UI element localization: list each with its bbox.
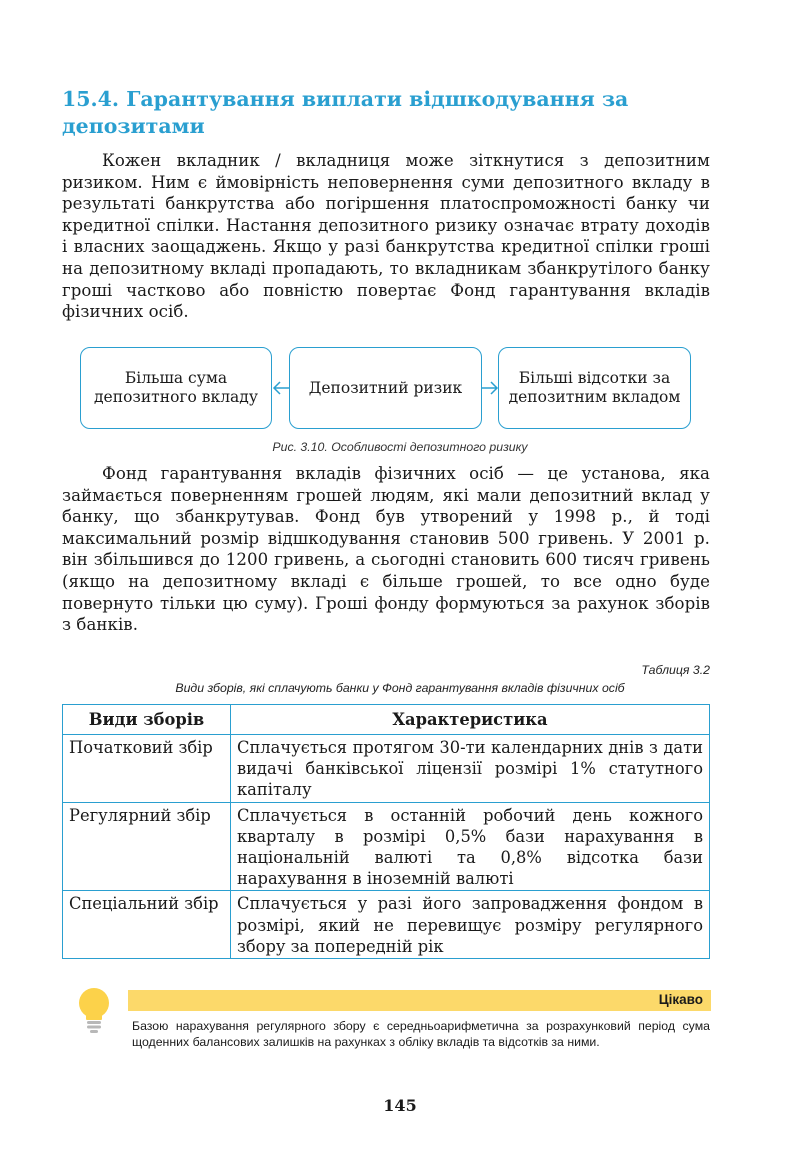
fund-paragraph: Фонд гарантування вкладів фізичних осіб — це установа, яка займається поверненням грошей людям, які мали депозитний вклад у банку, що збанкрутував. Фонд був утворений у 1998 р., й тоді максимальний розмір відшкодування становив 500 гривень. У 2001 р. він збільшився до 1200 гривень, а сьогодні становить 600 тисяч гривень (якщо на депозитному вкладі є більше грошей, то все одно буде повернуто тільки цю суму). Гроші фонду формуються за рахунок зборів з банків. [62,464,710,635]
info-label: Цікаво [658,992,703,1007]
fee-description-cell: Сплачується протягом 30-ти календарних днів з дати видачі банківської ліцензії розмірі 1% статутного капіталу [231,735,710,803]
fees-table [62,704,710,959]
table-number: Таблиця 3.2 [641,663,710,677]
info-text: Базою нарахування регулярного збору є середньоарифметична за розрахунковий період сума щоденних балансових залишків на рахунках з обліку вкладів та відсотків за ними. [132,1019,710,1050]
arrow-right-icon [481,380,499,396]
section-heading: 15.4. Гарантування виплати відшкодування за депозитами [62,87,629,138]
column-header-type: Види зборів [63,705,231,735]
page-number: 145 [383,1096,417,1115]
fee-description-cell: Сплачується у разі його запровадження фондом в розмірі, який не перевищує розміру регулярного збору за попередній рік [231,891,710,959]
diagram-box-label: Більші відсотки за депозитним вкладом [508,369,681,406]
diagram-box-deposit-risk [289,347,482,429]
figure-caption: Рис. 3.10. Особливості депозитного ризику [272,440,528,454]
table-row [63,802,710,891]
fee-type-cell: Початковий збір [63,735,231,803]
intro-paragraph: Кожен вкладник / вкладниця може зіткнутися з депозитним ризиком. Ним є ймовірність неповернення суми депозитного вкладу в результаті банкрутства або погіршення платоспроможності банку чи кредитної спілки. Настання депозитного ризику означає втрату доходів і власних заощаджень. Якщо у разі банкрутства кредитної спілки гроші на депозитному вкладі пропадають, то вкладникам збанкрутілого банку гроші частково або повністю повертає Фонд гарантування вкладів фізичних осіб. [62,151,710,322]
fee-type-cell: Спеціальний збір [63,891,231,959]
table-header-row [63,705,710,735]
table-row [63,735,710,803]
table-row [63,891,710,959]
info-label-bar [128,990,711,1011]
diagram-box-larger-deposit [80,347,272,429]
arrow-left-icon [272,380,290,396]
diagram-box-higher-interest [498,347,691,429]
column-header-description: Характеристика [231,705,710,735]
lightbulb-icon [74,986,114,1034]
diagram-box-label: Більша сума депозитного вкладу [94,369,258,406]
table-title: Види зборів, які сплачують банки у Фонд гарантування вкладів фізичних осіб [175,681,625,695]
diagram-box-label: Депозитний ризик [308,378,463,397]
fee-description-cell: Сплачується в останній робочий день кожного кварталу в розмірі 0,5% бази нарахування в національній валюті та 0,8% відсотка бази нарахування в іноземній валюті [231,802,710,891]
fee-type-cell: Регулярний збір [63,802,231,891]
